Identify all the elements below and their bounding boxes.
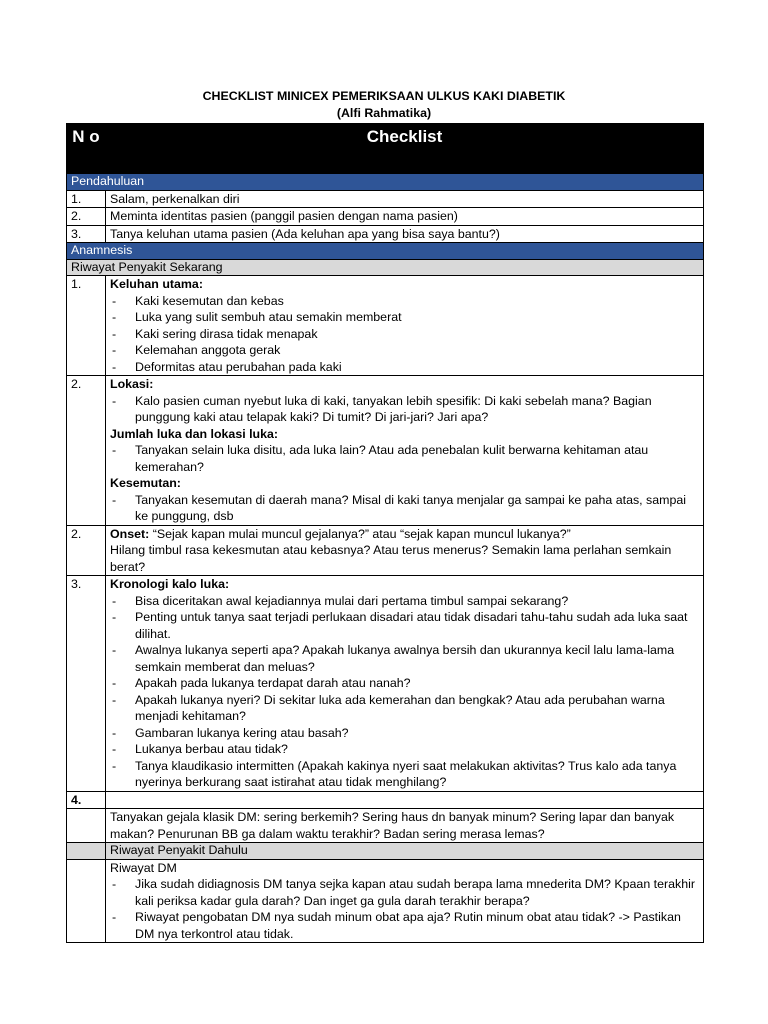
- subsection-label: Riwayat Penyakit Sekarang: [67, 259, 704, 276]
- document-title: [0, 88, 768, 122]
- list-item: - Deformitas atau perubahan pada kaki: [110, 359, 699, 376]
- row-content: [106, 576, 704, 792]
- list-item: - Jika sudah didiagnosis DM tanya sejka kapan atau sudah berapa lama mnederita DM? Kpaan terakhir kali periksa kadar gula darah? Dan inget ga gula darah terakhir berapa?: [110, 876, 699, 909]
- list-item: - Awalnya lukanya seperti apa? Apakah lukanya awalnya bersih dan ukurannya kecil lalu lama-lama semkain memberat dan meluas?: [110, 642, 699, 675]
- subsection-label: Riwayat Penyakit Dahulu: [106, 843, 704, 860]
- row-content: [106, 376, 704, 526]
- list-item: - Tanya klaudikasio intermitten (Apakah kakinya nyeri saat melakukan aktivitas? Trus kalo ada tanya nyerinya berkurang saat istirahat atau tidak menghilang?: [110, 758, 699, 791]
- table-row: [67, 190, 704, 208]
- table-row: [67, 576, 704, 792]
- list-item: - Lukanya berbau atau tidak?: [110, 741, 699, 758]
- list-item: - Penting untuk tanya saat terjadi perlukaan disadari atau tidak disadari tahu-tahu sudah ada luka saat dilihat.: [110, 609, 699, 642]
- list-item: - Kelemahan anggota gerak: [110, 342, 699, 359]
- bullet-list: [110, 293, 699, 376]
- table-row: [67, 376, 704, 526]
- bullet-list: [110, 492, 699, 525]
- row-text: Tanya keluhan utama pasien (Ada keluhan apa yang bisa saya bantu?): [106, 225, 704, 243]
- bullet-list: [110, 442, 699, 475]
- row-number: 3.: [67, 225, 106, 243]
- row-number: 2.: [67, 376, 106, 526]
- list-item: - Apakah pada lukanya terdapat darah atau nanah?: [110, 675, 699, 692]
- row-number-empty: [67, 809, 106, 843]
- table-row: [67, 791, 704, 809]
- list-item: - Kaki sering dirasa tidak menapak: [110, 326, 699, 343]
- row-text: Salam, perkenalkan diri: [106, 190, 704, 208]
- row-text: Tanyakan gejala klasik DM: sering berkemih? Sering haus dn banyak minum? Sering lapar dan banyak makan? Penurunan BB ga dalam waktu terakhir? Badan sering merasa lemas?: [106, 809, 704, 843]
- row-empty: [106, 791, 704, 809]
- row-content: [106, 859, 704, 943]
- table-row: [67, 809, 704, 843]
- onset-detail: Hilang timbul rasa kekesmutan atau kebasnya? Atau terus menerus? Semakin lama perlahan semkain berat?: [110, 543, 672, 574]
- row-heading: Kesemutan:: [110, 476, 181, 490]
- title-line-1: CHECKLIST MINICEX PEMERIKSAAN ULKUS KAKI DIABETIK: [202, 89, 566, 103]
- list-item: - Kalo pasien cuman nyebut luka di kaki, tanyakan lebih spesifik: Di kaki sebelah mana? Bagian punggung kaki atau telapak kaki? Di tumit? Di jari-jari? Jari apa?: [110, 393, 699, 426]
- table-row: [67, 525, 704, 576]
- row-content: [106, 525, 704, 576]
- list-item: - Tanyakan selain luka disitu, ada luka lain? Atau ada penebalan kulit berwarna kehitaman atau kemerahan?: [110, 442, 699, 475]
- onset-text: “Sejak kapan mulai muncul gejalanya?” atau “sejak kapan muncul lukanya?”: [149, 526, 571, 541]
- row-number: 1.: [67, 190, 106, 208]
- title-line-2: (Alfi Rahmatika): [336, 106, 432, 120]
- bullet-list: [110, 876, 699, 942]
- table-row: [67, 208, 704, 226]
- section-row-anamnesis: [67, 243, 704, 260]
- list-item: - Apakah lukanya nyeri? Di sekitar luka ada kemerahan dan bengkak? Atau ada perubahan warna menjadi kehitaman?: [110, 692, 699, 725]
- table-row: [67, 276, 704, 376]
- section-label: Anamnesis: [67, 243, 704, 260]
- row-heading: Riwayat DM: [110, 860, 177, 875]
- checklist-table: [66, 123, 704, 943]
- section-row-pendahuluan: [67, 174, 704, 191]
- subsection-row-rpd: [67, 843, 704, 860]
- list-item: - Bisa diceritakan awal kejadiannya mulai dari pertama timbul sampai sekarang?: [110, 593, 699, 610]
- list-item: - Gambaran lukanya kering atau basah?: [110, 725, 699, 742]
- row-number-empty: [67, 859, 106, 943]
- row-heading: Kronologi kalo luka:: [110, 577, 230, 591]
- row-number: 3.: [67, 576, 106, 792]
- row-number-empty: [67, 843, 106, 860]
- list-item: - Tanyakan kesemutan di daerah mana? Misal di kaki tanya menjalar ga sampai ke paha atas, sampai ke punggung, dsb: [110, 492, 699, 525]
- onset-label: Onset:: [110, 526, 150, 541]
- section-label: Pendahuluan: [67, 174, 704, 191]
- row-heading: Keluhan utama:: [110, 277, 203, 291]
- list-item: - Kaki kesemutan dan kebas: [110, 293, 699, 310]
- row-content: [106, 276, 704, 376]
- table-row: [67, 225, 704, 243]
- bullet-list: [110, 593, 699, 791]
- row-number: 2.: [67, 208, 106, 226]
- bullet-list: [110, 393, 699, 426]
- row-heading: Jumlah luka dan lokasi luka:: [110, 426, 279, 441]
- row-number: 2.: [67, 525, 106, 576]
- onset-line: [110, 526, 699, 543]
- subsection-row-rps: [67, 259, 704, 276]
- row-text: Meminta identitas pasien (panggil pasien dengan nama pasien): [106, 208, 704, 226]
- header-no: N o: [67, 124, 106, 174]
- row-number: 1.: [67, 276, 106, 376]
- header-checklist: Checklist: [106, 124, 704, 174]
- row-heading: Lokasi:: [110, 377, 154, 391]
- table-header-row: [67, 124, 704, 174]
- list-item: - Riwayat pengobatan DM nya sudah minum obat apa aja? Rutin minum obat atau tidak? -> Pastikan DM nya terkontrol atau tidak.: [110, 909, 699, 942]
- list-item: - Luka yang sulit sembuh atau semakin memberat: [110, 309, 699, 326]
- row-number: 4.: [67, 791, 106, 809]
- table-row: [67, 859, 704, 943]
